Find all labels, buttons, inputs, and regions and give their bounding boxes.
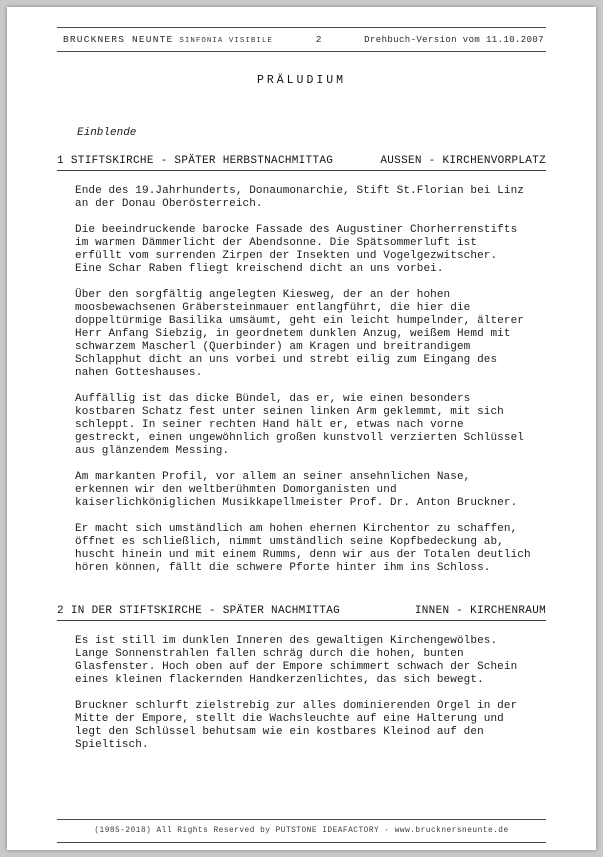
scene-location: AUSSEN - KIRCHENVORPLATZ [380,155,546,167]
scene-heading-text: STIFTSKIRCHE - SPÄTER HERBSTNACHMITTAG [70,155,334,167]
scene-heading [57,155,546,171]
page-number: 2 [315,34,322,45]
scene-heading-text: IN DER STIFTSKIRCHE - SPÄTER NACHMITTAG [70,605,341,617]
scene-number: 1 [57,155,64,167]
scene-heading [57,605,546,621]
copyright-text: (1985-2018) All Rights Reserved by PUTSTONE IDEAFACTORY · www.brucknersneunte.de [94,827,509,835]
document-title-header: BRUCKNERS NEUNTE [63,34,174,45]
scene-location: INNEN - KIRCHENRAUM [414,605,546,617]
page-content [57,27,546,752]
scene-paragraph: Am markanten Profil, vor allem an seiner ansehnlichen Nase, erkennen wir den weltberühmten Domorganisten und kaiserlichköniglichen Musikkapellmeister Prof. Dr. Anton Bruckner. [75,471,518,509]
document-subtitle-header: SINFONIA VISIBILE [179,37,273,45]
scene-paragraph: Die beeindruckende barocke Fassade des Augustiner Chorherrenstifts im warmen Dämmerlicht der Abendsonne. Die Spätsommerluft ist erfüllt vom surrenden Zirpen der Insekten und Vogelgezwitscher. Eine Schar Raben fliegt kreischend dicht an uns vorbei. [75,224,518,275]
transition-cue: Einblende [77,127,137,139]
scene-paragraph: Bruckner schlurft zielstrebig zur alles dominierenden Orgel in der Mitte der Empore, stellt die Wachsleuchte auf eine Halterung und legt den Schlüssel behutsam wie ein kostbares Kleinod auf den Spieltisch. [75,700,518,751]
scene-2 [57,605,546,752]
scene-paragraph: Auffällig ist das dicke Bündel, das er, wie einen besonders kostbaren Schatz fest unter seinen linken Arm geklemmt, mit sich schleppt. In seiner rechten Hand hält er, etwas nach vorne gestreckt, einen ungewöhnlich großen kunstvoll verzierten Schlüssel aus glänzendem Messing. [75,393,524,457]
scene-paragraph: Er macht sich umständlich am hohen ehernen Kirchentor zu schaffen, öffnet es schließlich, nimmt umständlich seine Kopfbedeckung ab, huscht hinein und mit einem Rumms, denn wir aus der Totalen deutlich hören können, fällt die schwere Pforte hinter ihm ins Schloss. [75,523,531,574]
page-header [57,27,546,52]
scene-paragraph: Ende des 19.Jahrhunderts, Donaumonarchie, Stift St.Florian bei Linz an der Donau Oberösterreich. [75,185,524,210]
section-title: PRÄLUDIUM [256,74,347,87]
version-label: Drehbuch-Version vom 11.10.2007 [364,35,544,45]
page-footer [57,819,546,843]
scene-number: 2 [57,605,64,617]
scene-paragraph: Über den sorgfältig angelegten Kiesweg, der an der hohen moosbewachsenen Gräbersteinmauer entlangführt, die hier die doppeltürmige Basilika umsäumt, geht ein leicht humpelnder, älterer Herr Anfang Siebzig, in geordnetem dunklen Anzug, weißem Hemd mit schwarzem Mascherl (Querbinder) am Kragen und breitrandigem Schlapphut dicht an uns vorbei und strebt eilig zum Eingang des nahen Gotteshauses. [75,289,524,379]
scene-paragraph: Es ist still im dunklen Inneren des gewaltigen Kirchengewölbes. Lange Sonnenstrahlen fallen schräg durch die hohen, bunten Glasfenster. Hoch oben auf der Empore schimmert schwach der Schein eines kleinen flackernden Handkerzenlichtes, das sich bewegt. [75,635,518,686]
scene-body [75,185,546,575]
script-page [7,7,596,850]
scene-body [75,635,546,752]
scene-1 [57,155,546,575]
